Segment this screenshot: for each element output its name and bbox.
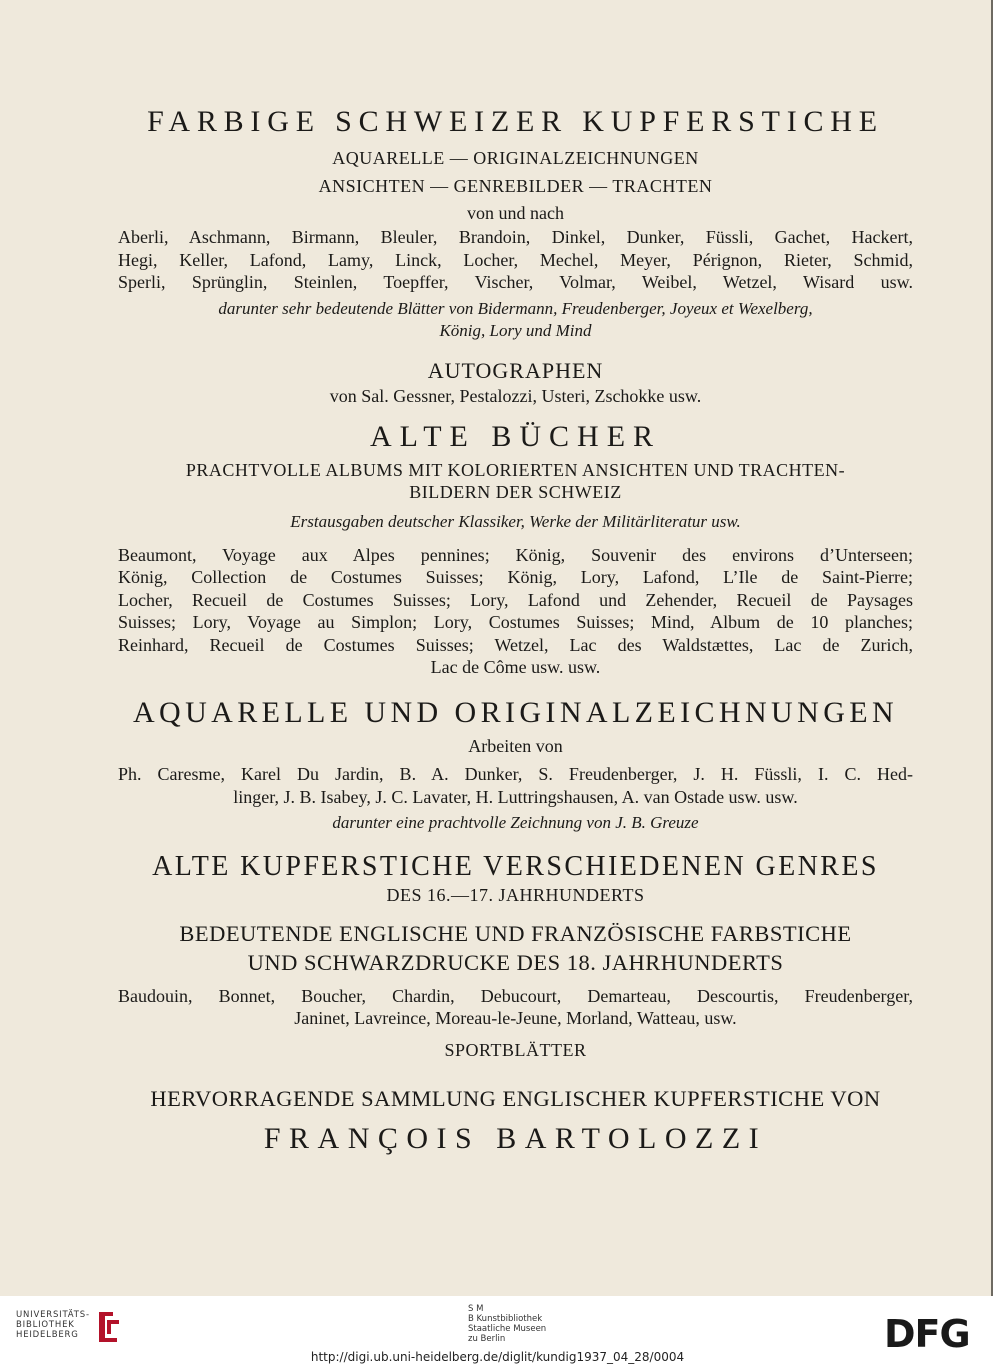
uni-heidelberg-logo-icon: [95, 1308, 121, 1346]
heading-farbige-schweizer-kupferstiche: FARBIGE SCHWEIZER KUPFERSTICHE: [147, 105, 884, 138]
dfg-logo: DFG: [884, 1312, 970, 1356]
italic-note: König, Lory und Mind: [439, 321, 592, 340]
smb-kunstbibliothek-logo: [468, 1304, 546, 1344]
smb-line: B Kunstbibliothek: [468, 1314, 543, 1324]
heading-alte-buecher: ALTE BÜCHER: [369, 420, 662, 453]
text-autographen-names: von Sal. Gessner, Pestalozzi, Usteri, Zschokke usw.: [329, 385, 702, 406]
footer-bar: [0, 1296, 995, 1368]
book-list-line: Beaumont, Voyage aux Alpes pennines; König, Souvenir des environs d’Unterseen;: [118, 544, 913, 565]
subheading-sportblaetter: SPORTBLÄTTER: [444, 1039, 587, 1060]
smb-line: zu Berlin: [468, 1334, 506, 1344]
heading-autographen: AUTOGRAPHEN: [427, 357, 604, 383]
artist-names-line: Aberli, Aschmann, Birmann, Bleuler, Brandoin, Dinkel, Dunker, Füssli, Gachet, Hackert,: [118, 227, 913, 247]
artist-names-line: Sperli, Sprünglin, Steinlen, Toepffer, Vischer, Volmar, Weibel, Wetzel, Wisard usw.: [118, 272, 913, 292]
page-content: [118, 100, 913, 1161]
smb-line: S M: [468, 1304, 484, 1314]
uni-heidelberg-logo-text: [16, 1310, 90, 1340]
smb-line: Staatliche Museen: [468, 1324, 547, 1334]
heading-hervorragende-sammlung: HERVORRAGENDE SAMMLUNG ENGLISCHER KUPFERSTICHE VON: [150, 1085, 881, 1111]
subheading-ansichten: ANSICHTEN — GENREBILDER — TRACHTEN: [318, 176, 713, 196]
italic-note: Erstausgaben deutscher Klassiker, Werke der Militärliteratur usw.: [290, 512, 741, 531]
book-list: [118, 544, 913, 679]
uni-line: BIBLIOTHEK: [16, 1320, 75, 1330]
subheading-jahrhunderts: DES 16.—17. JAHRHUNDERTS: [386, 884, 645, 905]
subheading-bildern-der-schweiz: BILDERN DER SCHWEIZ: [409, 482, 622, 502]
book-list-line: Suisses; Lory, Voyage au Simplon; Lory, Costumes Suisses; Mind, Album de 10 planches;: [118, 612, 913, 632]
artist-names-line: Ph. Caresme, Karel Du Jardin, B. A. Dunker, S. Freudenberger, J. H. Füssli, I. C. Hed-: [118, 764, 913, 784]
heading-alte-kupferstiche: ALTE KUPFERSTICHE VERSCHIEDENEN GENRES: [152, 850, 879, 882]
source-url-link[interactable]: http://digi.ub.uni-heidelberg.de/diglit/kundig1937_04_28/0004: [310, 1350, 685, 1364]
italic-note: darunter eine prachtvolle Zeichnung von J. B. Greuze: [332, 813, 699, 832]
artist-names-line: linger, J. B. Isabey, J. C. Lavater, H. Luttringshausen, A. van Ostade usw. usw.: [233, 786, 798, 807]
book-list-line: König, Collection de Costumes Suisses; König, Lory, Lafond, L’Ile de Saint-Pierre;: [118, 567, 913, 587]
book-list-line: Lac de Côme usw. usw.: [430, 657, 601, 677]
text-arbeiten-von: Arbeiten von: [468, 735, 563, 756]
heading-schwarzdrucke: UND SCHWARZDRUCKE DES 18. JAHRHUNDERTS: [247, 949, 784, 975]
subheading-prachtvolle-albums: PRACHTVOLLE ALBUMS MIT KOLORIERTEN ANSICHTEN UND TRACHTEN-: [185, 460, 846, 480]
artist-names-line: Hegi, Keller, Lafond, Lamy, Linck, Locher, Mechel, Meyer, Pérignon, Rieter, Schmid,: [118, 249, 913, 270]
text-von-und-nach: von und nach: [467, 203, 564, 223]
italic-note: darunter sehr bedeutende Blätter von Bidermann, Freudenberger, Joyeux et Wexelberg,: [218, 298, 813, 318]
book-list-line: Locher, Recueil de Costumes Suisses; Lory, Lafond und Zehender, Recueil de Paysages: [118, 589, 913, 610]
artist-names-line: Baudouin, Bonnet, Boucher, Chardin, Debucourt, Demarteau, Descourtis, Freudenberger,: [118, 985, 913, 1006]
uni-line: HEIDELBERG: [16, 1330, 79, 1340]
heading-bartolozzi: FRANÇOIS BARTOLOZZI: [263, 1121, 768, 1155]
heading-aquarelle-und-originalzeichnungen: AQUARELLE UND ORIGINALZEICHNUNGEN: [132, 695, 899, 729]
book-list-line: Reinhard, Recueil de Costumes Suisses; Wetzel, Lac des Waldstættes, Lac de Zurich,: [118, 634, 913, 655]
artist-names-line: Janinet, Lavreince, Moreau-le-Jeune, Morland, Watteau, usw.: [294, 1008, 737, 1028]
uni-line: UNIVERSITÄTS-: [16, 1310, 90, 1320]
subheading-aquarelle: AQUARELLE — ORIGINALZEICHNUNGEN: [332, 148, 699, 168]
heading-bedeutende-farbstiche: BEDEUTENDE ENGLISCHE UND FRANZÖSISCHE FARBSTICHE: [179, 920, 852, 946]
